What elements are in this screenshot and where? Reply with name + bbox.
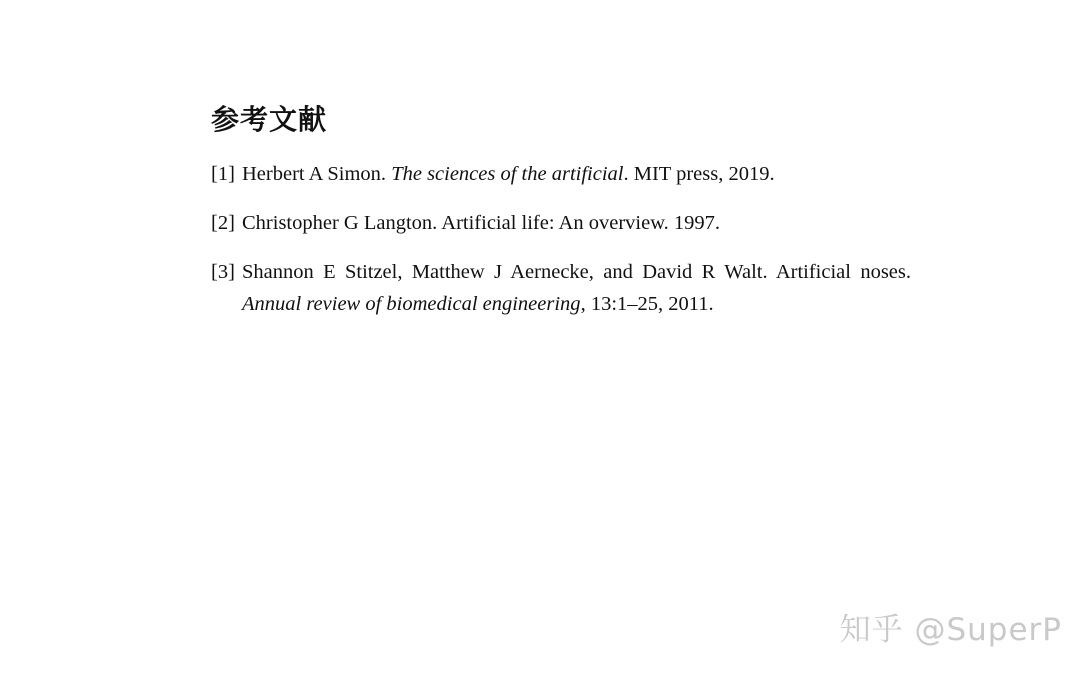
reference-text [242,158,911,190]
reference-text [242,256,911,320]
reference-volume-text: , 13:1–25, 2011. [580,293,714,315]
reference-item-3 [211,256,911,320]
reference-title-italic: The sciences of the artificial [391,163,624,185]
reference-number: [1] [211,163,235,185]
reference-publisher-text: . MIT press, 2019. [623,163,775,185]
reference-text [242,207,911,239]
reference-authors-text: Christopher G Langton. Artificial life: An overview. 1997. [242,212,721,234]
reference-list [211,158,911,337]
section-title: 参考文献 [211,103,328,136]
reference-authors-text: Herbert A Simon. [242,163,392,185]
reference-number: [2] [211,212,235,234]
reference-number: [3] [211,261,235,283]
zhihu-watermark: 知乎 @SuperP [839,612,1062,648]
reference-item-1 [211,158,911,190]
reference-journal-italic: Annual review of biomedical engineering [242,293,581,315]
reference-item-2 [211,207,911,239]
reference-authors-text: Shannon E Stitzel, Matthew J Aernecke, and David R Walt. Artificial noses. [242,261,911,283]
